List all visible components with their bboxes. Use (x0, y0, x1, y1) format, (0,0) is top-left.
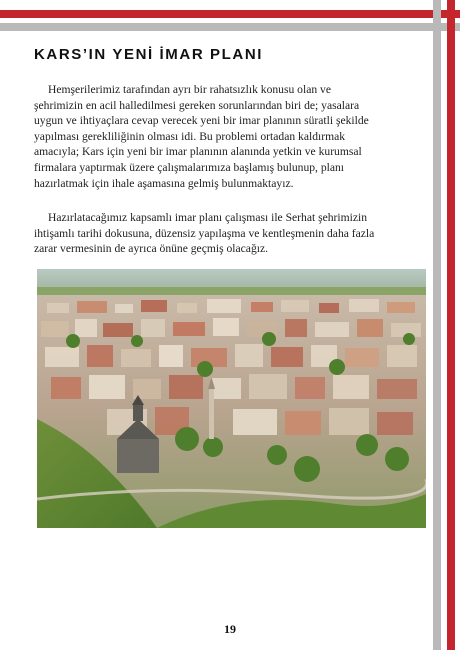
paragraph-line: hazırlatmak için ihale aşamasına gelmiş bulunmaktayız. (34, 176, 294, 190)
paragraph-line: uygun ve ihtiyaçlara cevap verecek yeni bir imar planının süratli şekilde (34, 114, 369, 128)
paragraph-line: yapılması gerekliliğinin olması idi. Bu problemi ortadan kaldırmak (34, 129, 346, 143)
paragraph-line: Hemşerilerimiz tarafından ayrı bir rahatsızlık konusu olan ve (48, 83, 331, 96)
top-gray-stripe (0, 23, 460, 31)
city-aerial-photo (37, 269, 426, 528)
city-aerial-photo-illustration (37, 269, 426, 528)
paragraph-line: firmalara yaptırmak üzere çalışmalarımıza başlamış bulunup, planı (34, 160, 345, 174)
page-title: KARS’IN YENİ İMAR PLANI (34, 46, 264, 63)
paragraph-line: zarar vermesinin de ayrıca önüne geçmiş olacağız. (34, 242, 269, 256)
right-red-stripe (447, 0, 455, 650)
paragraph-line: Hazırlatacağımız kapsamlı imar planı çalışması ile Serhat şehrimizin (48, 211, 368, 224)
paragraph-1 (34, 82, 422, 191)
page-number: 19 (224, 622, 236, 636)
paragraph-line: amacıyla; Kars için yeni bir imar planının alanında yetkin ve kurumsal (34, 145, 362, 159)
paragraph-2 (34, 210, 422, 257)
right-gray-stripe (433, 0, 441, 650)
paragraph-line: şehrimizin en acil halledilmesi gereken sorunlarından biri de; yasalara (34, 98, 360, 112)
paragraph-line: ihtişamlı tarihi dokusuna, düzensiz yapılaşma ve kentleşmenin daha fazla (34, 226, 375, 240)
top-red-stripe (0, 10, 460, 18)
